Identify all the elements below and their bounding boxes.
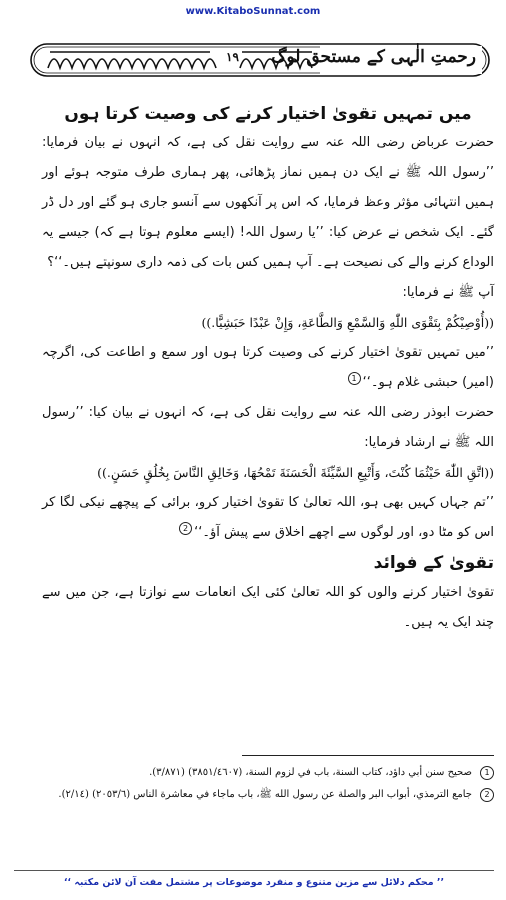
footnote [40, 784, 494, 806]
paragraph [42, 488, 494, 548]
arabic-quote: ((اتَّقِ اللّٰهَ حَيْثُمَا كُنْتَ، وَأَتْبِعِ السَّيِّئَةَ الْحَسَنَةَ تَمْحُهَا، وَخَالِقِ النَّاسَ بِخُلُقٍ حَسَنٍ.)) [97, 465, 494, 480]
footnote-number: 1 [480, 766, 494, 780]
section-heading: تقویٰ کے فوائد [373, 553, 494, 573]
translation-text: ’’تم جہاں کہیں بھی ہو، اللہ تعالیٰ کا تقویٰ اختیار کرو، برائی کے پیچھے نیکی لگا کر اس کو مٹا دو، اور لوگوں سے اچھے اخلاق سے پیش آؤ۔‘‘ [42, 495, 494, 540]
footnote-marker: 2 [179, 522, 192, 535]
page-header [30, 38, 490, 82]
footnote-number: 2 [480, 788, 494, 802]
footnote-divider [242, 755, 494, 756]
paragraph: حضرت ابوذر رضی اللہ عنہ سے روایت نقل کی ہے، کہ انہوں نے بیان کیا: ’’رسول اللہ ﷺ نے ارشاد فرمایا: [42, 405, 494, 450]
footnote-marker: 1 [348, 372, 361, 385]
header-title: رحمتِ الٰہی کے مستحق لوگ [271, 47, 476, 67]
arabic-quote: ((أُوْصِيْكُمْ بِتَقْوَى اللّٰهِ وَالسَّمْعِ وَالطَّاعَةِ، وَإِنْ عَبْدًا حَبَشِيًّا.)) [201, 315, 494, 330]
paragraph: آپ ﷺ نے فرمایا: [402, 285, 494, 300]
translation-text: ’’میں تمہیں تقویٰ اختیار کرنے کی وصیت کرتا ہوں اور سمع و اطاعت کی، اگرچہ (امیر) حبشی غلام ہو۔‘‘ [42, 345, 494, 390]
section-heading: میں تمہیں تقویٰ اختیار کرنے کی وصیت کرتا ہوں [64, 104, 472, 124]
site-url[interactable]: www.KitaboSunnat.com [185, 6, 321, 17]
page-content [42, 100, 494, 638]
paragraph: تقویٰ اختیار کرنے والوں کو اللہ تعالیٰ کئی ایک انعامات سے نوازتا ہے، جن میں سے چند ایک یہ ہیں۔ [42, 585, 494, 630]
paragraph [42, 338, 494, 398]
bottom-banner: ’’ محکم دلائل سے مزین متنوع و منفرد موضوعات پر مشتمل مفت آن لائن مکتبہ ‘‘ [63, 877, 445, 888]
page-number: ۱۹ [226, 50, 239, 64]
footnotes [40, 762, 494, 806]
footnote [40, 762, 494, 784]
footnote-text: صحيح سنن أبي داؤد، كتاب السنة، باب في لزوم السنة، (٣٨٥١/٤٦٠٧) (٣/٨٧١). [149, 767, 472, 778]
paragraph: حضرت عرباض رضی اللہ عنہ سے روایت نقل کی ہے، کہ انہوں نے بیان فرمایا: ’’رسول اللہ ﷺ نے ایک دن ہمیں نماز پڑھائی، پھر ہماری طرف متوجہ ہوئے اور ہمیں انتہائی مؤثر وعظ فرمایا، کہ اس پر آنکھوں سے آنسو جاری ہو گئے اور دل ڈر گئے۔ ایک شخص نے عرض کیا: ’’یا رسول اللہ! (ایسے معلوم ہوتا ہے کہ) جیسے یہ الوداع کرنے والے کی نصیحت ہے۔ آپ ہمیں کس بات کی ذمہ داری سونپتے ہیں۔‘‘؟ [42, 135, 494, 270]
bottom-rule [14, 870, 494, 871]
footnote-text: جامع الترمذي، أبواب البر والصلة عن رسول الله ﷺ، باب ماجاء في معاشرة الناس (٢٠٥٣/٦) (٢/١٤). [58, 789, 472, 800]
